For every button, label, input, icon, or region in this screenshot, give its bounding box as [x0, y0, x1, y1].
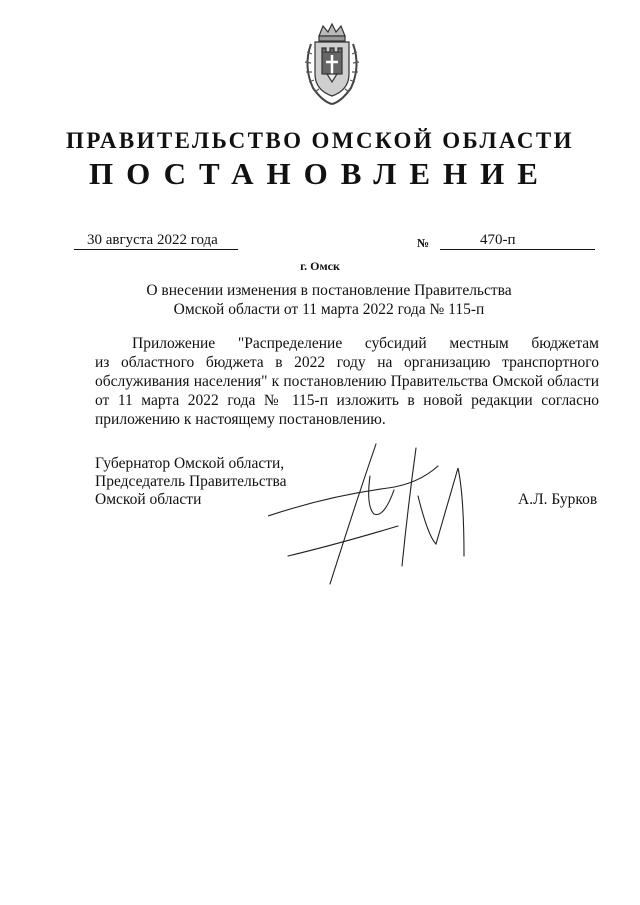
subject-line: Омской области от 11 марта 2022 года № 115-п: [173, 301, 485, 318]
signer-position-line: Председатель Правительства: [95, 473, 287, 490]
handwritten-signature: [268, 436, 498, 586]
body-line: обслуживания населения" к постановлению Правительства Омской области: [95, 373, 599, 390]
signer-name: А.Л. Бурков: [518, 491, 598, 508]
body-line: приложению к настоящему постановлению.: [95, 411, 386, 428]
document-subject: [120, 281, 538, 319]
number-sign-label: №: [417, 236, 430, 250]
subject-line: О внесении изменения в постановление Правительства: [146, 282, 512, 299]
body-line: от 11 марта 2022 года № 115-п изложить в новой редакции согласно: [95, 392, 599, 409]
organization-title: ПРАВИТЕЛЬСТВО ОМСКОЙ ОБЛАСТИ: [66, 128, 574, 153]
document-number: 470-п: [480, 232, 516, 248]
signer-position-line: Омской области: [95, 491, 202, 508]
city-label: г. Омск: [300, 259, 340, 273]
coat-of-arms-icon: [297, 22, 367, 110]
document-body: [95, 334, 599, 429]
document-date-field: [74, 232, 238, 250]
body-line: Приложение "Распределение субсидий местным бюджетам: [132, 335, 599, 352]
document-type-title: ПОСТАНОВЛЕНИЕ: [89, 156, 551, 191]
signer-position-line: Губернатор Омской области,: [95, 455, 285, 472]
signer-position: [95, 455, 287, 509]
document-number-field: [440, 232, 595, 250]
body-line: из областного бюджета в 2022 году на организацию транспортного: [95, 354, 599, 371]
document-date: 30 августа 2022 года: [87, 232, 218, 248]
